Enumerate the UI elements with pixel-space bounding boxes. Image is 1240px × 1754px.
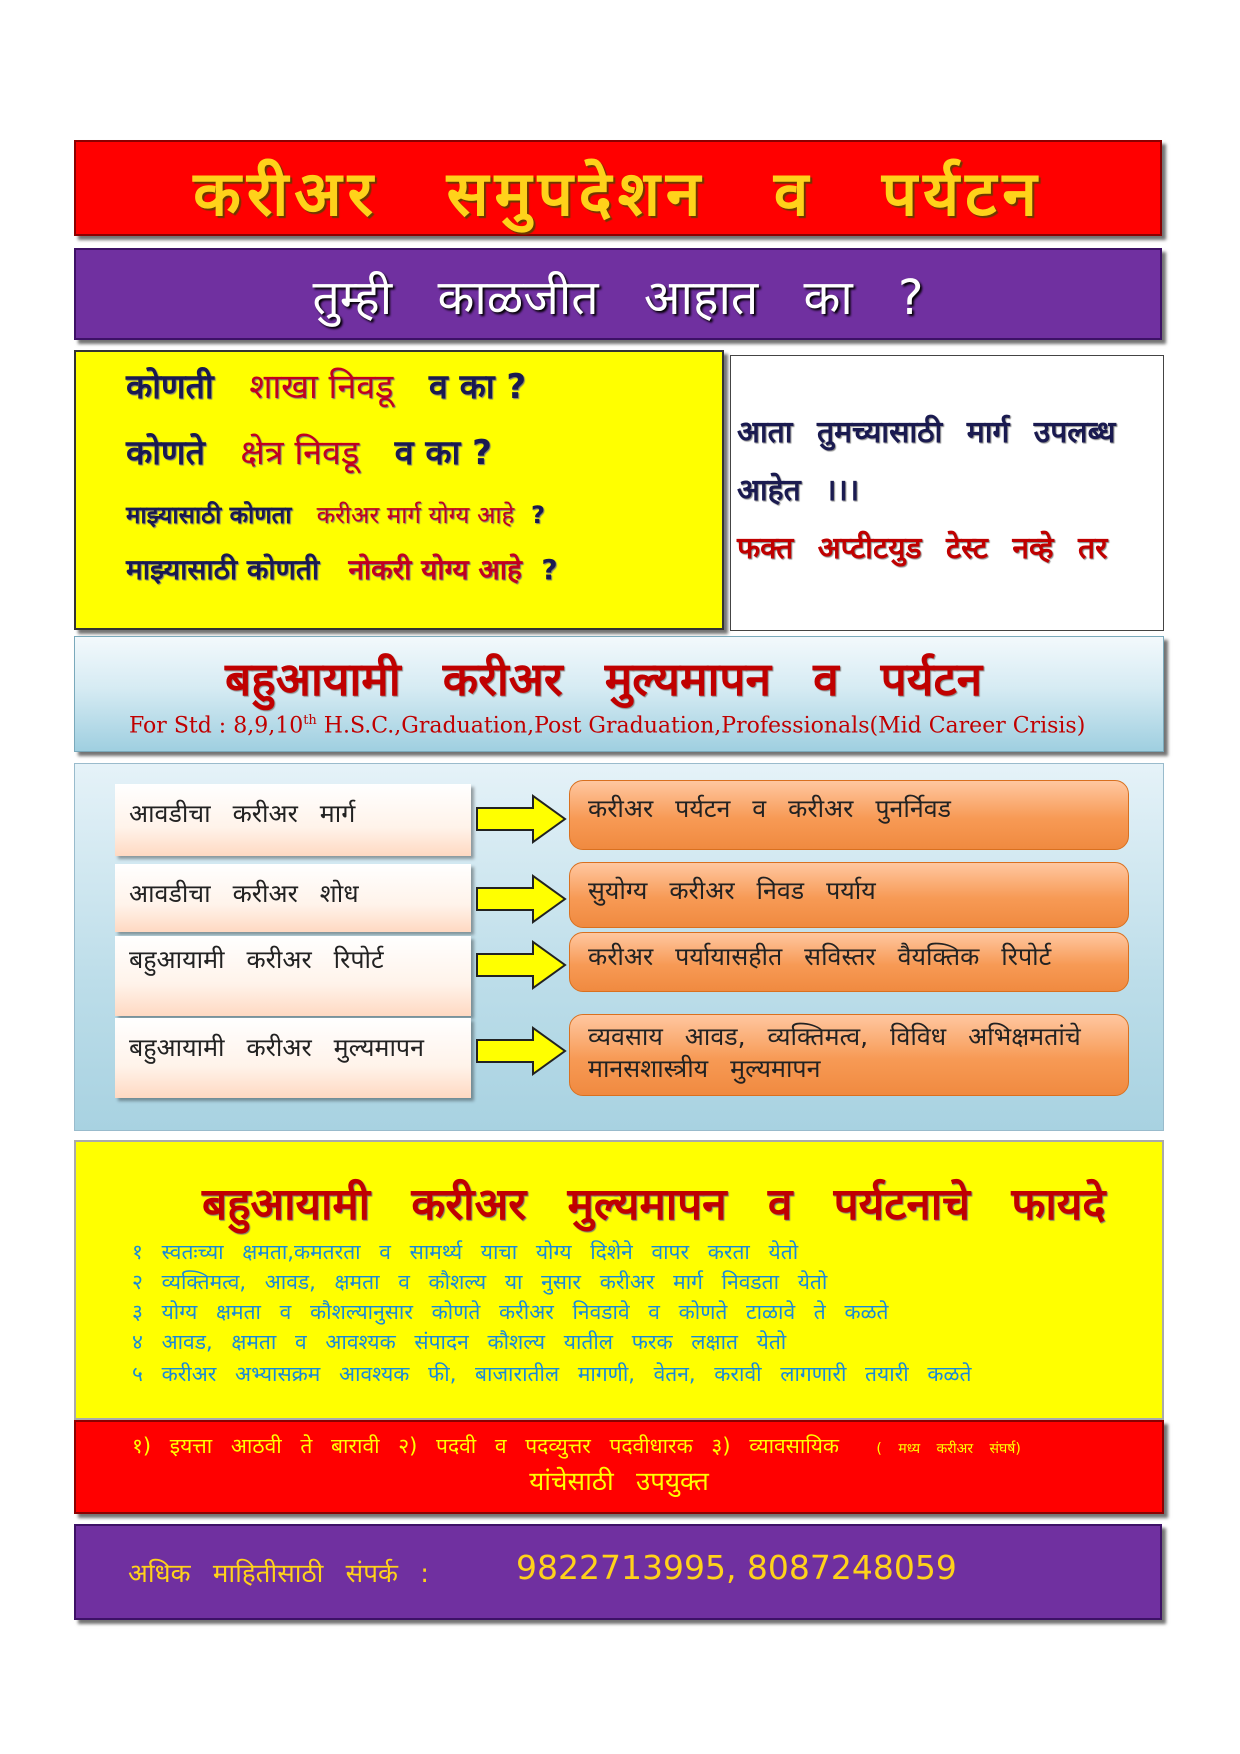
info-line: फक्त अप्टीटयुड टेस्ट नव्हे तर: [737, 531, 1108, 566]
assessment-title: बहुआयामी करीअर मुल्यमापन व पर्यटन: [225, 652, 983, 706]
flow-right-box: करीअर पर्यायासहीत सविस्तर वैयक्तिक रिपोर्ट: [569, 932, 1129, 992]
contact-phone-numbers: 9822713995, 8087248059: [516, 1548, 957, 1587]
flow-left-box: आवडीचा करीअर मार्ग: [115, 784, 471, 856]
benefit-item: ३ योग्य क्षमता व कौशल्यानुसार कोणते करीअर निवडावे व कोणते टाळावे ते कळते: [132, 1300, 889, 1324]
page-subtitle: तुम्ही काळजीत आहात का ?: [312, 270, 924, 326]
flow-right-box: सुयोग्य करीअर निवड पर्याय: [569, 862, 1129, 928]
benefit-item: १ स्वतःच्या क्षमता,कमतरता व सामर्थ्य याचा योग्य दिशेने वापर करता येतो: [132, 1240, 799, 1264]
target-audience-list: १) इयत्ता आठवी ते बारावी २) पदवी व पदव्युत्तर पदवीधारक ३) व्यावसायिक ( मध्य करीअर संघर्ष): [132, 1434, 1021, 1458]
info-box: [730, 355, 1164, 631]
target-audience-banner: [74, 1420, 1164, 1514]
assessment-audience: For Std : 8,9,10th H.S.C.,Graduation,Post Graduation,Professionals(Mid Career Crisis): [129, 713, 1086, 739]
right-arrow-icon: [475, 940, 567, 990]
info-line: आता तुमच्यासाठी मार्ग उपलब्ध: [737, 415, 1116, 450]
contact-label: अधिक माहितीसाठी संपर्क :: [128, 1559, 429, 1589]
page-title: करीअर समुपदेशन व पर्यटन: [193, 157, 1043, 230]
target-audience-note: यांचेसाठी उपयुक्त: [529, 1467, 709, 1497]
info-line: आहेत ।।।: [737, 473, 860, 508]
question-item: माझ्यासाठी कोणता करीअर मार्ग योग्य आहे ?: [126, 501, 545, 529]
question-item: माझ्यासाठी कोणती नोकरी योग्य आहे ?: [126, 553, 558, 586]
flow-left-box: आवडीचा करीअर शोध: [115, 864, 471, 932]
assessment-banner: [74, 636, 1164, 752]
benefit-item: २ व्यक्तिमत्व, आवड, क्षमता व कौशल्य या नुसार करीअर मार्ग निवडता येतो: [132, 1270, 828, 1294]
flow-left-box: बहुआयामी करीअर मुल्यमापन: [115, 1018, 471, 1098]
benefits-title: बहुआयामी करीअर मुल्यमापन व पर्यटनाचे फायदे: [202, 1179, 1106, 1230]
contact-banner: [74, 1524, 1162, 1620]
title-banner: [74, 140, 1162, 236]
flow-right-box: व्यवसाय आवड, व्यक्तिमत्व, विविध अभिक्षमतांचे मानसशास्त्रीय मुल्यमापन: [569, 1014, 1129, 1096]
subtitle-banner: [74, 248, 1162, 340]
right-arrow-icon: [475, 1026, 567, 1076]
benefit-item: ४ आवड, क्षमता व आवश्यक संपादन कौशल्य यातील फरक लक्षात येतो: [132, 1330, 787, 1354]
flow-right-box: करीअर पर्यटन व करीअर पुनर्निवड: [569, 780, 1129, 850]
benefits-box: [74, 1140, 1164, 1420]
flow-left-box: बहुआयामी करीअर रिपोर्ट: [115, 936, 471, 1016]
right-arrow-icon: [475, 794, 567, 844]
benefit-item: ५ करीअर अभ्यासक्रम आवश्यक फी, बाजारातील मागणी, वेतन, करावी लागणारी तयारी कळते: [132, 1362, 972, 1386]
right-arrow-icon: [475, 874, 567, 924]
questions-box: [74, 350, 724, 630]
flow-area: [74, 763, 1164, 1131]
question-item: कोणती शाखा निवडू व का ?: [126, 367, 527, 407]
question-item: कोणते क्षेत्र निवडू व का ?: [126, 433, 492, 473]
